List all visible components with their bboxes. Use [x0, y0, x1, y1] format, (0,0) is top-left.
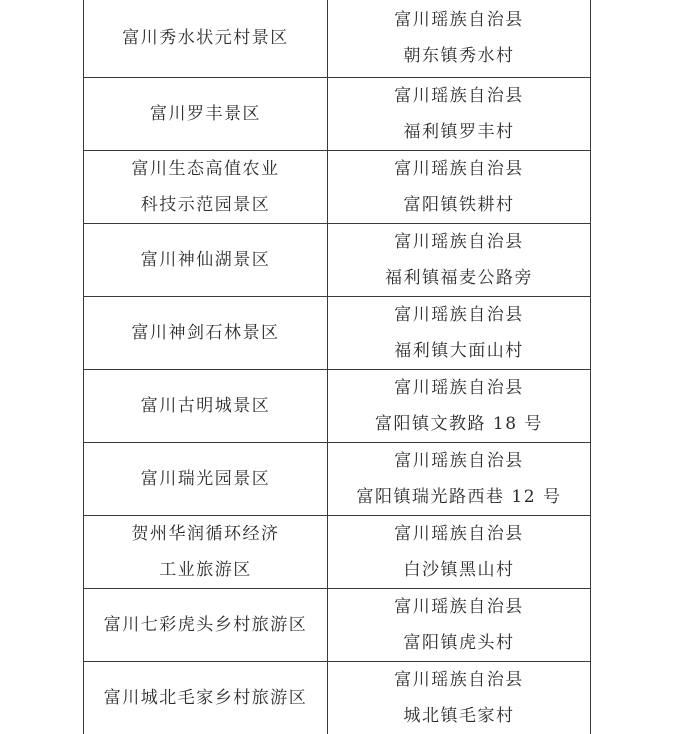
scenic-name-cell: [84, 661, 328, 734]
location-county: 富川瑶族自治县: [394, 523, 524, 544]
table-row: [84, 150, 591, 223]
location-county: 富川瑶族自治县: [394, 669, 524, 690]
location-cell: [328, 150, 591, 223]
location-cell: [328, 588, 591, 661]
scenic-name-cell: [84, 77, 328, 150]
location-town: 富阳镇文教路 18 号: [375, 413, 543, 434]
scenic-name-cell: [84, 515, 328, 588]
location-town: 富阳镇瑞光路西巷 12 号: [356, 486, 562, 507]
scenic-area-table: [83, 0, 591, 734]
location-cell: [328, 369, 591, 442]
scenic-name-line: 贺州华润循环经济: [131, 523, 280, 544]
scenic-name-line: 富川城北毛家乡村旅游区: [103, 687, 308, 708]
scenic-name-line: 富川生态高值农业: [131, 158, 280, 179]
table-row: [84, 0, 591, 77]
location-town: 白沙镇黑山村: [403, 559, 515, 580]
location-county: 富川瑶族自治县: [394, 158, 524, 179]
location-town: 福利镇福麦公路旁: [385, 267, 533, 288]
location-county: 富川瑶族自治县: [394, 85, 524, 106]
scenic-name-cell: [84, 588, 328, 661]
scenic-name-line: 富川七彩虎头乡村旅游区: [103, 614, 308, 635]
location-town: 富阳镇铁耕村: [403, 194, 515, 215]
scenic-name-cell: [84, 223, 328, 296]
table-row: [84, 661, 591, 734]
table-row: [84, 442, 591, 515]
scenic-name-line: 工业旅游区: [159, 559, 252, 580]
location-town: 福利镇大面山村: [394, 340, 524, 361]
location-county: 富川瑶族自治县: [394, 377, 524, 398]
scenic-name-cell: [84, 442, 328, 515]
location-county: 富川瑶族自治县: [394, 596, 524, 617]
location-town: 福利镇罗丰村: [403, 121, 515, 142]
location-cell: [328, 223, 591, 296]
scenic-name-line: 富川神仙湖景区: [140, 249, 271, 270]
location-cell: [328, 661, 591, 734]
table-row: [84, 296, 591, 369]
scenic-name-cell: [84, 296, 328, 369]
table-row: [84, 223, 591, 296]
table-row: [84, 77, 591, 150]
scenic-name-cell: [84, 0, 328, 77]
location-cell: [328, 442, 591, 515]
location-cell: [328, 0, 591, 77]
location-town: 朝东镇秀水村: [403, 46, 515, 67]
scenic-name-cell: [84, 150, 328, 223]
scenic-name-cell: [84, 369, 328, 442]
location-county: 富川瑶族自治县: [394, 450, 524, 471]
scenic-name-line: 富川瑞光园景区: [140, 468, 271, 489]
location-cell: [328, 296, 591, 369]
location-county: 富川瑶族自治县: [394, 304, 524, 325]
location-town: 城北镇毛家村: [403, 705, 515, 726]
table-row: [84, 369, 591, 442]
table-row: [84, 588, 591, 661]
location-cell: [328, 77, 591, 150]
scenic-name-line: 富川罗丰景区: [150, 103, 261, 124]
location-town: 富阳镇虎头村: [403, 632, 515, 653]
scenic-name-line: 富川神剑石林景区: [131, 322, 280, 343]
location-county: 富川瑶族自治县: [394, 231, 524, 252]
scenic-name-line: 科技示范园景区: [140, 194, 271, 215]
scenic-name-line: 富川古明城景区: [140, 395, 271, 416]
table-row: [84, 515, 591, 588]
scenic-name-line: 富川秀水状元村景区: [122, 28, 289, 49]
location-county: 富川瑶族自治县: [394, 10, 524, 31]
location-cell: [328, 515, 591, 588]
